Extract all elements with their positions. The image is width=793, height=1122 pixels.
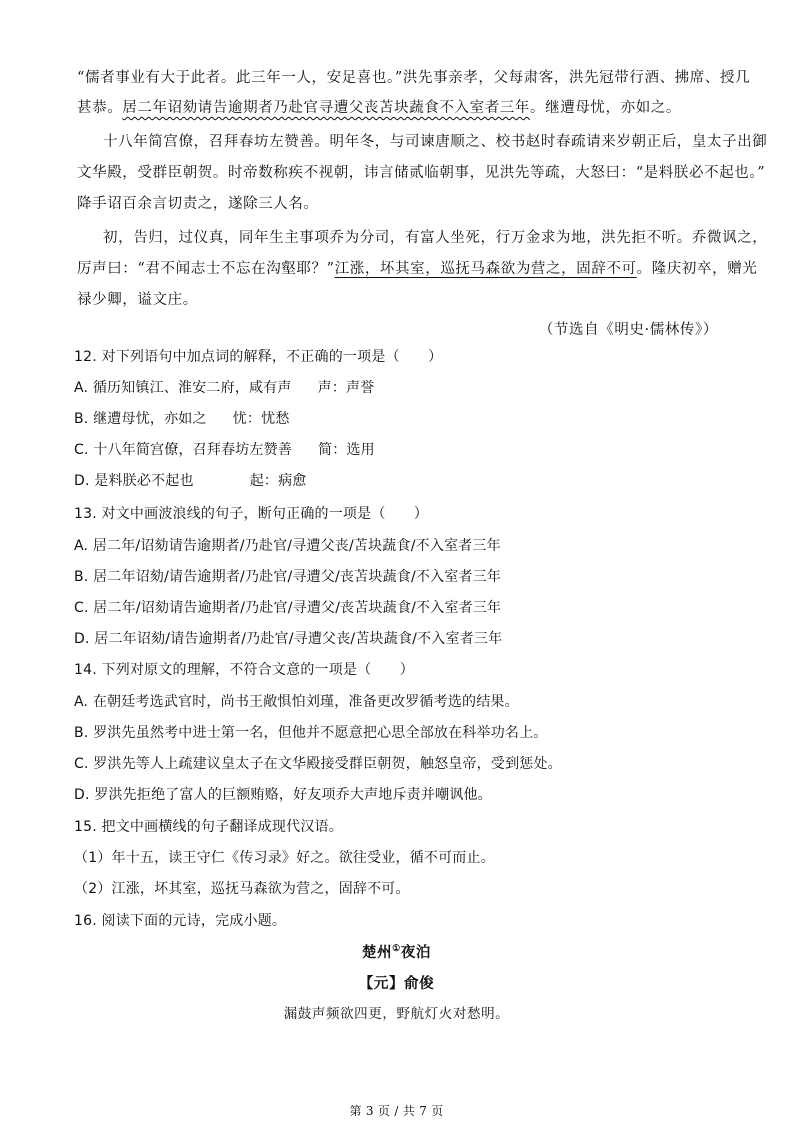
question-14-stem: 14. 下列对原文的理解，不符合文意的一项是（ ） <box>74 662 414 678</box>
question-14-option-d: D. 罗洪先拒绝了富人的巨额贿赂，好友项乔大声地斥责并嘲讽他。 <box>74 787 492 803</box>
question-13-option-c: C. 居二年/诏劾请告逾期者/乃赴官/寻遭父/丧苫块蔬食/不入室者三年 <box>74 600 502 616</box>
option-gloss: 声：声誉 <box>317 380 375 396</box>
poem-line: 漏鼓声频欲四更，野航灯火对愁明。 <box>283 1006 510 1022</box>
question-15-sentence-1: （1）年十五，读王守仁《传习录》好之。欲往受业，循不可而止。 <box>74 850 495 866</box>
passage-text: 厉声曰：“君不闻志士不忘在沟壑耶？” <box>77 261 335 277</box>
passage-line: 文华殿，受群臣朝贺。时帝数称疾不视朝，讳言储贰临朝事，见洪先等疏，大怒曰：“是料朕必不起也。” <box>77 165 766 181</box>
question-13-stem: 13. 对文中画波浪线的句子，断句正确的一项是（ ） <box>74 506 429 522</box>
passage-line <box>77 96 681 117</box>
passage-line: 初，告归，过仪真，同年生主事项乔为分司，有富人坐死，行万金求为地，洪先拒不听。乔微讽之， <box>103 230 768 246</box>
question-13-option-a: A. 居二年/诏劾请告逾期者/乃赴官/寻遭父丧/苫块蔬食/不入室者三年 <box>74 538 501 554</box>
question-16-stem: 16. 阅读下面的元诗，完成小题。 <box>74 913 287 929</box>
poem-title-text: 楚州 <box>361 944 393 961</box>
poem-author: 【元】俞俊 <box>358 975 435 992</box>
question-14-option-c: C. 罗洪先等人上疏建议皇太子在文华殿接受群臣朝贺，触怒皇帝，受到惩处。 <box>74 756 562 772</box>
question-14-option-a: A. 在朝廷考选武官时，尚书王敞惧怕刘瑾，准备更改罗循考选的结果。 <box>74 694 519 710</box>
underlined-sentence: 江涨，坏其室，巡抚马森欲为营之，固辞不可 <box>334 261 637 277</box>
passage-line: 十八年简宫僚，召拜春坊左赞善。明年冬，与司谏唐顺之、校书赵时春疏请来岁朝正后，皇太子出御 <box>103 134 768 150</box>
option-gloss: 简：选用 <box>318 442 375 458</box>
passage-text: 。隆庆初卒，赠光 <box>636 261 758 277</box>
option-text: A. 循历知镇江、淮安二府，咸有声 <box>74 380 292 396</box>
poem-title <box>0 941 793 962</box>
question-12-option-d <box>74 470 307 490</box>
option-text: B. 继遭母忧，亦如之 <box>74 411 207 427</box>
question-15-sentence-2: （2）江涨，坏其室，巡抚马森欲为营之，固辞不可。 <box>74 881 410 897</box>
passage-line: 禄少卿，谥文庄。 <box>77 292 198 308</box>
question-13-option-b: B. 居二年诏劾/请告逾期者/乃赴官/寻遭父/丧苫块蔬食/不入室者三年 <box>74 569 502 585</box>
wavy-underlined-sentence: 居二年诏劾请告逾期者乃赴官寻遭父丧苫块蔬食不入室者三年 <box>122 100 531 116</box>
question-12-option-a <box>74 377 374 397</box>
option-text: D. 是料朕必不起也 <box>74 473 194 489</box>
passage-source: （节选自《明史·儒林传》） <box>538 322 718 338</box>
poem-title-text: 夜泊 <box>400 944 432 961</box>
question-13-option-d: D. 居二年诏劾/请告逾期者/乃赴官/寻遭父丧/苫块蔬食/不入室者三年 <box>74 631 503 647</box>
question-12-option-c <box>74 439 375 459</box>
passage-text: 。继遭母忧，亦如之。 <box>530 100 682 116</box>
poem-footnote-marker: ① <box>392 944 401 955</box>
page-number: 第 3 页 / 共 7 页 <box>349 1104 444 1118</box>
passage-line: 降手诏百余言切责之，遂除三人名。 <box>77 196 319 212</box>
option-gloss: 起：病愈 <box>249 473 307 489</box>
question-15-stem: 15. 把文中画横线的句子翻译成现代汉语。 <box>74 819 343 835</box>
option-text: C. 十八年简宫僚，召拜春坊左赞善 <box>74 442 293 458</box>
passage-line: “儒者事业有大于此者。此三年一人，安足喜也。”洪先事亲孝，父每肃客，洪先冠带行酒、拂席、授几 <box>77 70 751 86</box>
question-12-option-b <box>74 408 290 428</box>
question-14-option-b: B. 罗洪先虽然考中进士第一名，但他并不愿意把心思全部放在科举功名上。 <box>74 725 548 741</box>
question-12-stem: 12. 对下列语句中加点词的解释，不正确的一项是（ ） <box>74 349 443 365</box>
passage-line <box>77 257 757 278</box>
passage-text: 甚恭。 <box>77 100 123 116</box>
option-gloss: 忧：忧愁 <box>232 411 290 427</box>
